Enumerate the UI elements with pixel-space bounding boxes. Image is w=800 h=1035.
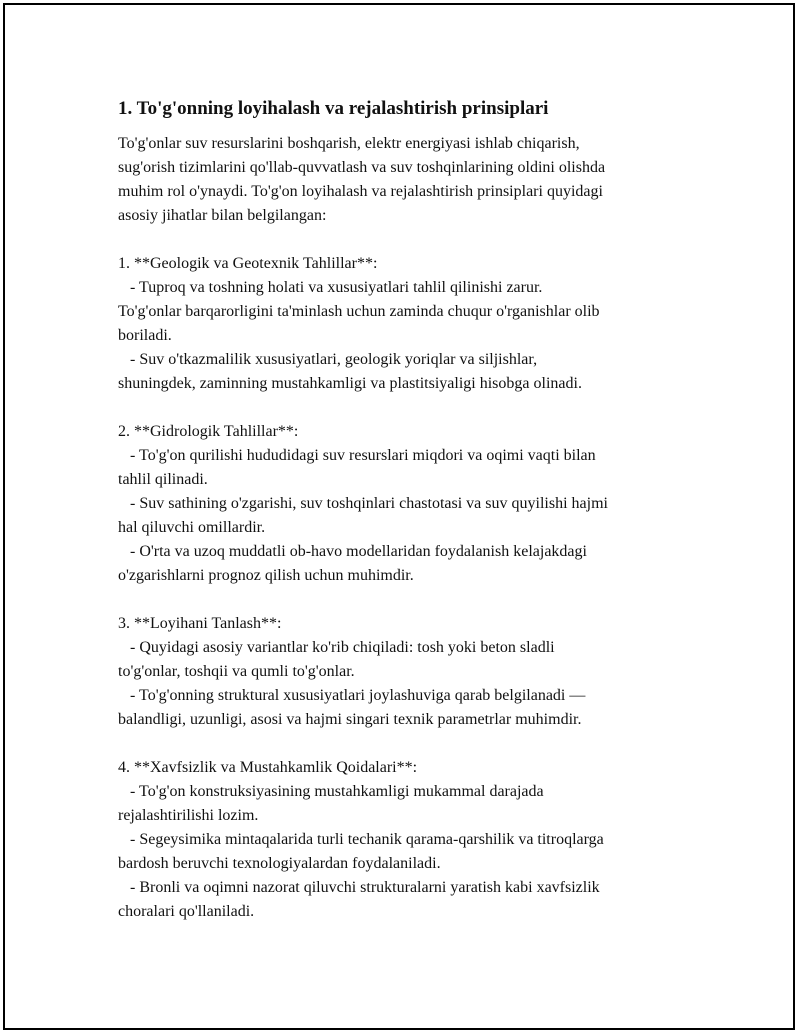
section-point: - Tuproq va toshning holati va xususiyatlari tahlil qilinishi zarur. To'g'onlar barqarorligini ta'minlash uchun zaminda chuqur o'rganishlar olib boriladi. (118, 279, 600, 344)
section-point: - To'g'on konstruksiyasining mustahkamligi mukammal darajada rejalashtirilishi lozim. (118, 783, 544, 824)
document-title: 1. To'g'onning loyihalash va rejalashtirish prinsiplari (118, 98, 549, 119)
section-gidrologik (118, 420, 698, 588)
section-heading: 4. **Xavfsizlik va Mustahkamlik Qoidalari**: (118, 759, 418, 776)
section-xavfsizlik (118, 756, 698, 924)
section-point: - Segeysimika mintaqalarida turli techanik qarama-qarshilik va titroqlarga bardosh beruvchi texnologiyalardan foydalaniladi. (118, 831, 604, 872)
document-page (3, 3, 795, 1030)
section-heading: 1. **Geologik va Geotexnik Tahlillar**: (118, 255, 378, 272)
section-point: - To'g'onning struktural xususiyatlari joylashuviga qarab belgilanadi — balandligi, uzunligi, asosi va hajmi singari texnik parametrlar muhimdir. (118, 687, 586, 728)
section-heading: 2. **Gidrologik Tahlillar**: (118, 423, 299, 440)
section-loyihani-tanlash (118, 612, 698, 732)
document-body (118, 97, 698, 924)
spacer (118, 228, 698, 252)
section-point: - Bronli va oqimni nazorat qiluvchi strukturalarni yaratish kabi xavfsizlik choralari qo'llaniladi. (118, 879, 600, 920)
section-point: - O'rta va uzoq muddatli ob-havo modellaridan foydalanish kelajakdagi o'zgarishlarni prognoz qilish uchun muhimdir. (118, 543, 587, 584)
intro-paragraph: To'g'onlar suv resurslarini boshqarish, elektr energiyasi ishlab chiqarish, sug'orish tizimlarini qo'llab-quvvatlash va suv toshqinlarining oldini olishda muhim rol o'ynaydi. To'g'on loyihalash va rejalashtirish prinsiplari quyidagi asosiy jihatlar bilan belgilangan: (118, 135, 606, 224)
spacer (118, 396, 698, 420)
section-point: - Quyidagi asosiy variantlar ko'rib chiqiladi: tosh yoki beton sladli to'g'onlar, toshqii va qumli to'g'onlar. (118, 639, 555, 680)
spacer (118, 588, 698, 612)
section-heading: 3. **Loyihani Tanlash**: (118, 615, 282, 632)
spacer (118, 732, 698, 756)
section-point: - Suv sathining o'zgarishi, suv toshqinlari chastotasi va suv quyilishi hajmi hal qiluvchi omillardir. (118, 495, 608, 536)
section-point: - To'g'on qurilishi hududidagi suv resurslari miqdori va oqimi vaqti bilan tahlil qilinadi. (118, 447, 596, 488)
section-point: - Suv o'tkazmalilik xususiyatlari, geologik yoriqlar va siljishlar, shuningdek, zaminning mustahkamligi va plastitsiyaligi hisobga olinadi. (118, 351, 582, 392)
section-geologik (118, 252, 698, 396)
